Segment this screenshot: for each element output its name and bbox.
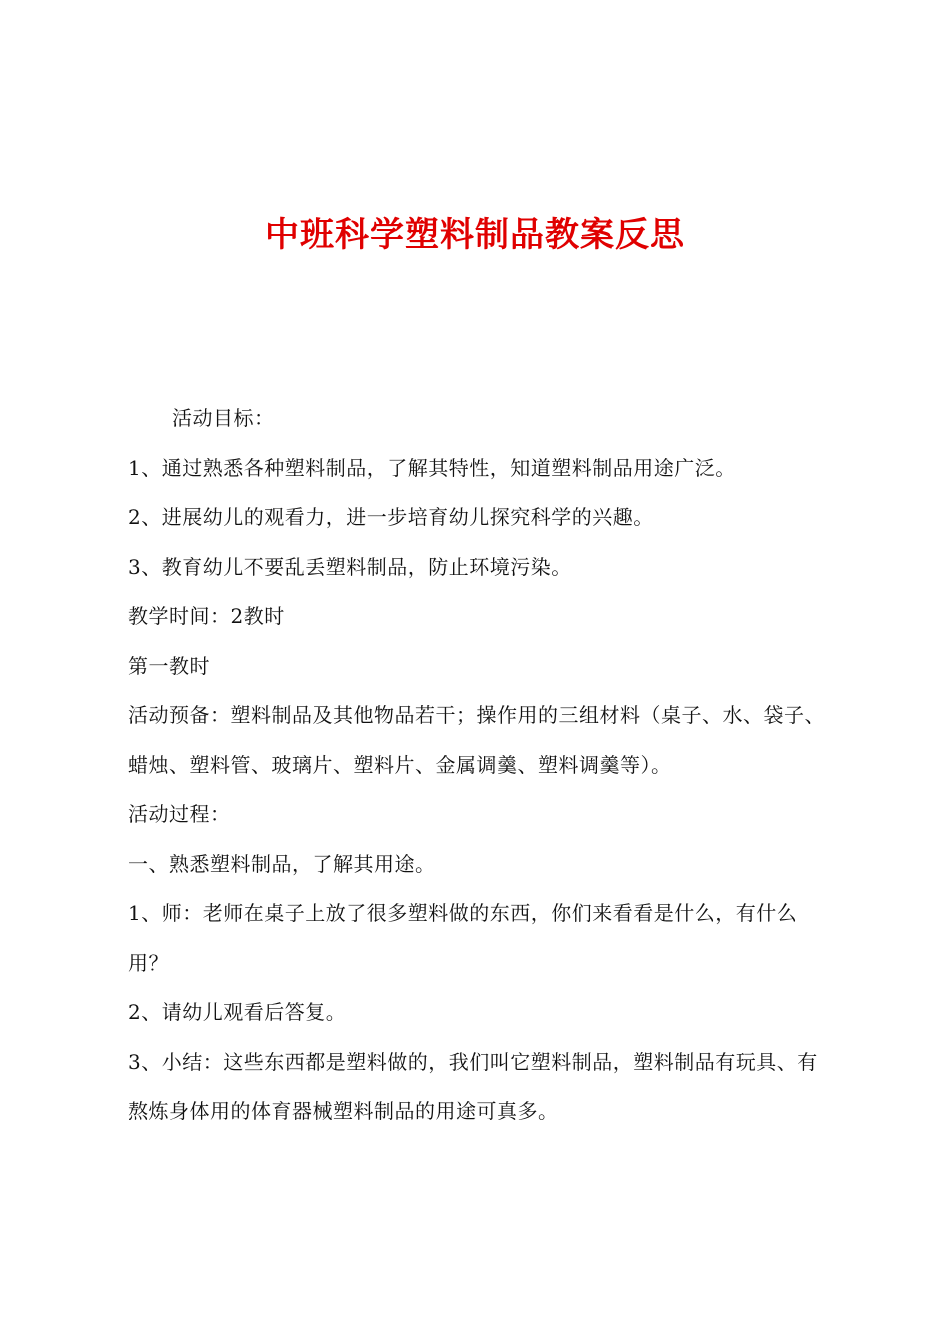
process-item-1: 1、师：老师在桌子上放了很多塑料做的东西，你们来看看是什么，有什么用？ bbox=[128, 901, 798, 975]
document-body bbox=[128, 394, 830, 1137]
process-step-heading-1: 一、熟悉塑料制品，了解其用途。 bbox=[128, 851, 436, 876]
section-heading-activity-goals: 活动目标： bbox=[172, 406, 275, 430]
goal-item-3: 3、教育幼儿不要乱丢塑料制品，防止环境污染。 bbox=[128, 554, 572, 579]
activity-process-heading: 活动过程： bbox=[128, 802, 231, 826]
first-lesson-heading: 第一教时 bbox=[128, 653, 210, 678]
process-item-2: 2、请幼儿观看后答复。 bbox=[128, 1000, 347, 1024]
goal-item-2: 2、进展幼儿的观看力，进一步培育幼儿探究科学的兴趣。 bbox=[128, 505, 654, 529]
goal-item-1: 1、通过熟悉各种塑料制品，了解其特性，知道塑料制品用途广泛。 bbox=[128, 455, 736, 480]
process-item-3: 3、小结：这些东西都是塑料做的，我们叫它塑料制品，塑料制品有玩具、有熬炼身体用的体育器械塑料制品的用途可真多。 bbox=[128, 1049, 818, 1123]
teaching-time: 教学时间：2教时 bbox=[128, 604, 285, 628]
document-title: 中班科学塑料制品教案反思 bbox=[265, 215, 685, 255]
activity-preparation: 活动预备：塑料制品及其他物品若干；操作用的三组材料（桌子、水、袋子、蜡烛、塑料管、玻璃片、塑料片、金属调羹、塑料调羹等）。 bbox=[128, 703, 825, 777]
